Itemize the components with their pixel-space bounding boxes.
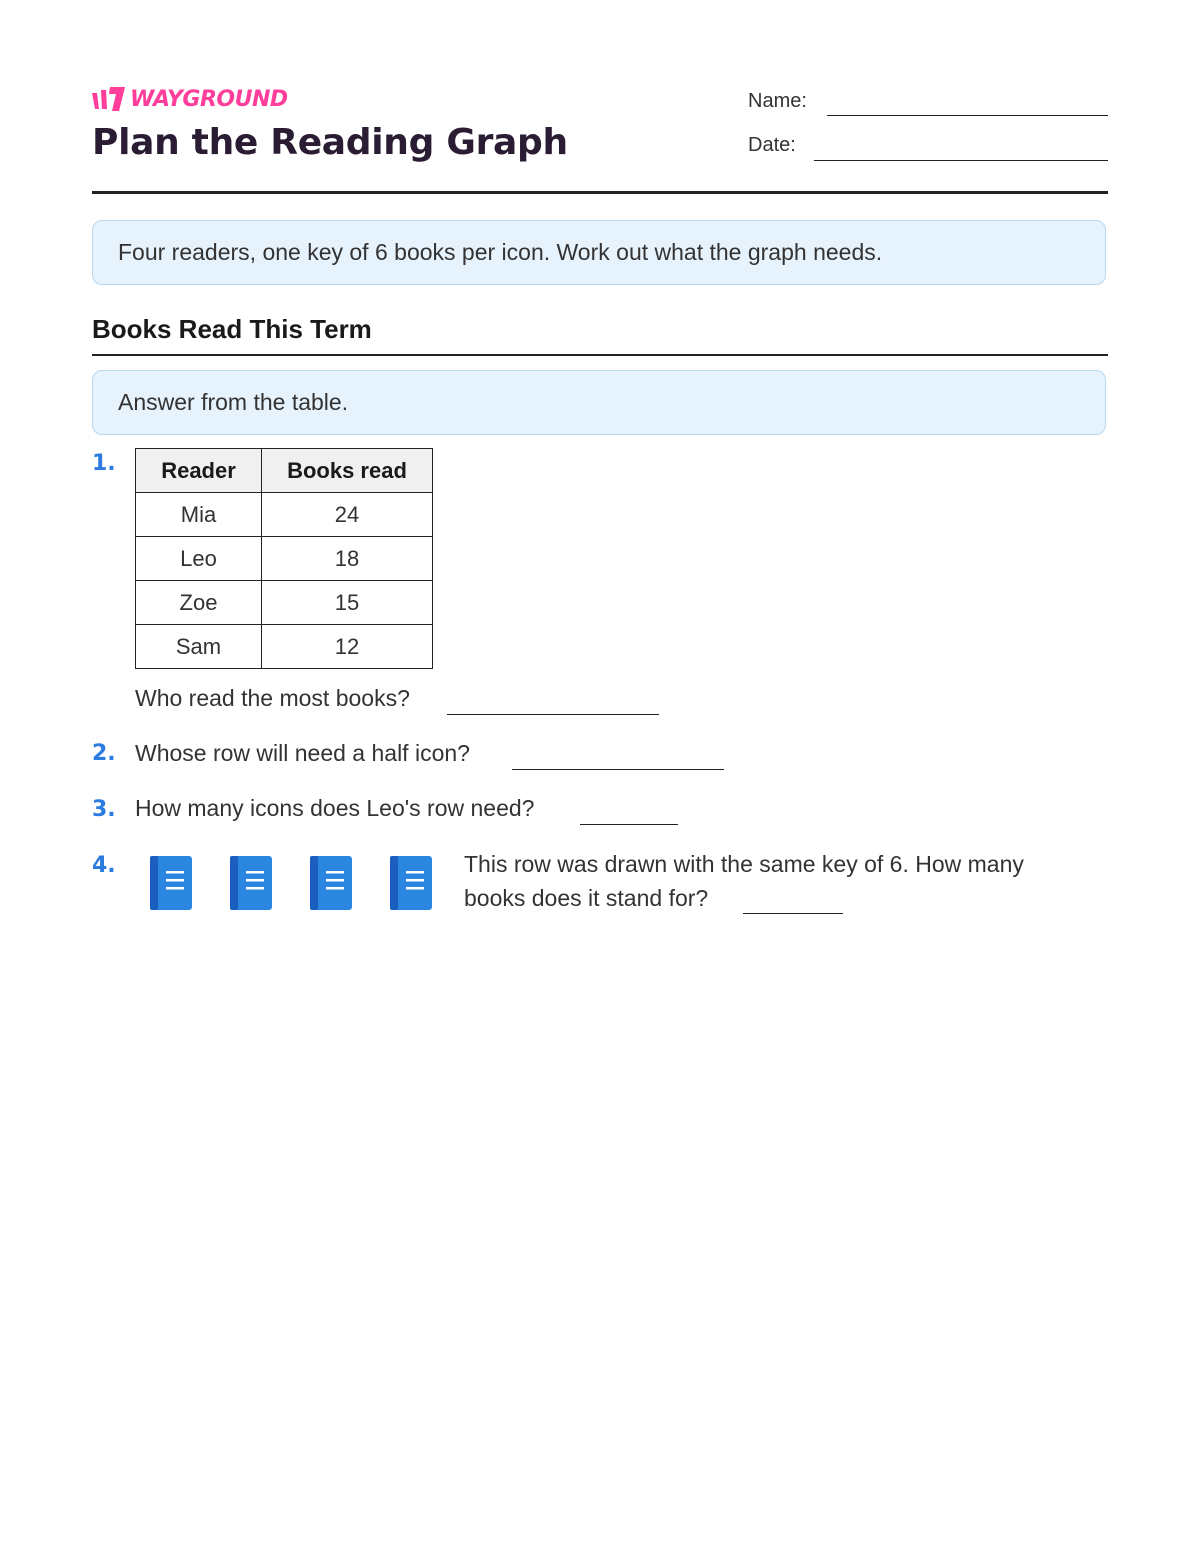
question-4-text-line-2: books does it stand for? — [464, 885, 709, 911]
section-divider — [92, 354, 1108, 356]
question-1-number: 1. — [92, 451, 116, 476]
wayground-logo-icon — [92, 87, 126, 111]
book-icon — [230, 856, 272, 910]
question-2-answer-line[interactable] — [512, 769, 724, 770]
date-label: Date: — [748, 134, 796, 156]
book-icon — [390, 856, 432, 910]
name-label: Name: — [748, 90, 807, 112]
section-title: Books Read This Term — [92, 314, 372, 344]
book-icon — [150, 856, 192, 910]
name-input-line[interactable] — [827, 115, 1108, 116]
question-2-text: Whose row will need a half icon? — [135, 740, 470, 766]
question-3-number: 3. — [92, 797, 116, 822]
logo-text: WAYGROUND — [130, 86, 288, 112]
table-cell-reader: Sam — [136, 625, 262, 669]
table-header-books: Books read — [262, 449, 433, 493]
question-2-number: 2. — [92, 741, 116, 766]
question-1-text: Who read the most books? — [135, 685, 410, 711]
books-table — [135, 448, 433, 669]
intro-text: Four readers, one key of 6 books per icon. Work out what the graph needs. — [118, 239, 883, 265]
book-icon — [310, 856, 352, 910]
date-input-line[interactable] — [814, 160, 1108, 161]
table-header-reader: Reader — [136, 449, 262, 493]
question-4-text-line-1: This row was drawn with the same key of 6. How many — [464, 851, 1024, 877]
table-row — [136, 581, 433, 625]
table-row — [136, 625, 433, 669]
table-row — [136, 537, 433, 581]
table-row — [136, 493, 433, 537]
table-cell-books: 15 — [262, 581, 433, 625]
instruction-text: Answer from the table. — [118, 389, 349, 415]
instruction-box — [92, 370, 1106, 435]
header-divider — [92, 191, 1108, 194]
question-1-answer-line[interactable] — [447, 714, 659, 715]
table-cell-books: 12 — [262, 625, 433, 669]
logo — [92, 86, 288, 112]
book-icon-row — [150, 856, 432, 910]
table-cell-reader: Leo — [136, 537, 262, 581]
question-3-text: How many icons does Leo's row need? — [135, 795, 535, 821]
question-4-answer-line[interactable] — [743, 913, 843, 914]
table-header-row — [136, 449, 433, 493]
intro-box — [92, 220, 1106, 285]
question-3-answer-line[interactable] — [580, 824, 678, 825]
table-cell-reader: Zoe — [136, 581, 262, 625]
question-4-number: 4. — [92, 853, 116, 878]
table-cell-reader: Mia — [136, 493, 262, 537]
table-cell-books: 24 — [262, 493, 433, 537]
page-title: Plan the Reading Graph — [92, 122, 568, 163]
table-cell-books: 18 — [262, 537, 433, 581]
